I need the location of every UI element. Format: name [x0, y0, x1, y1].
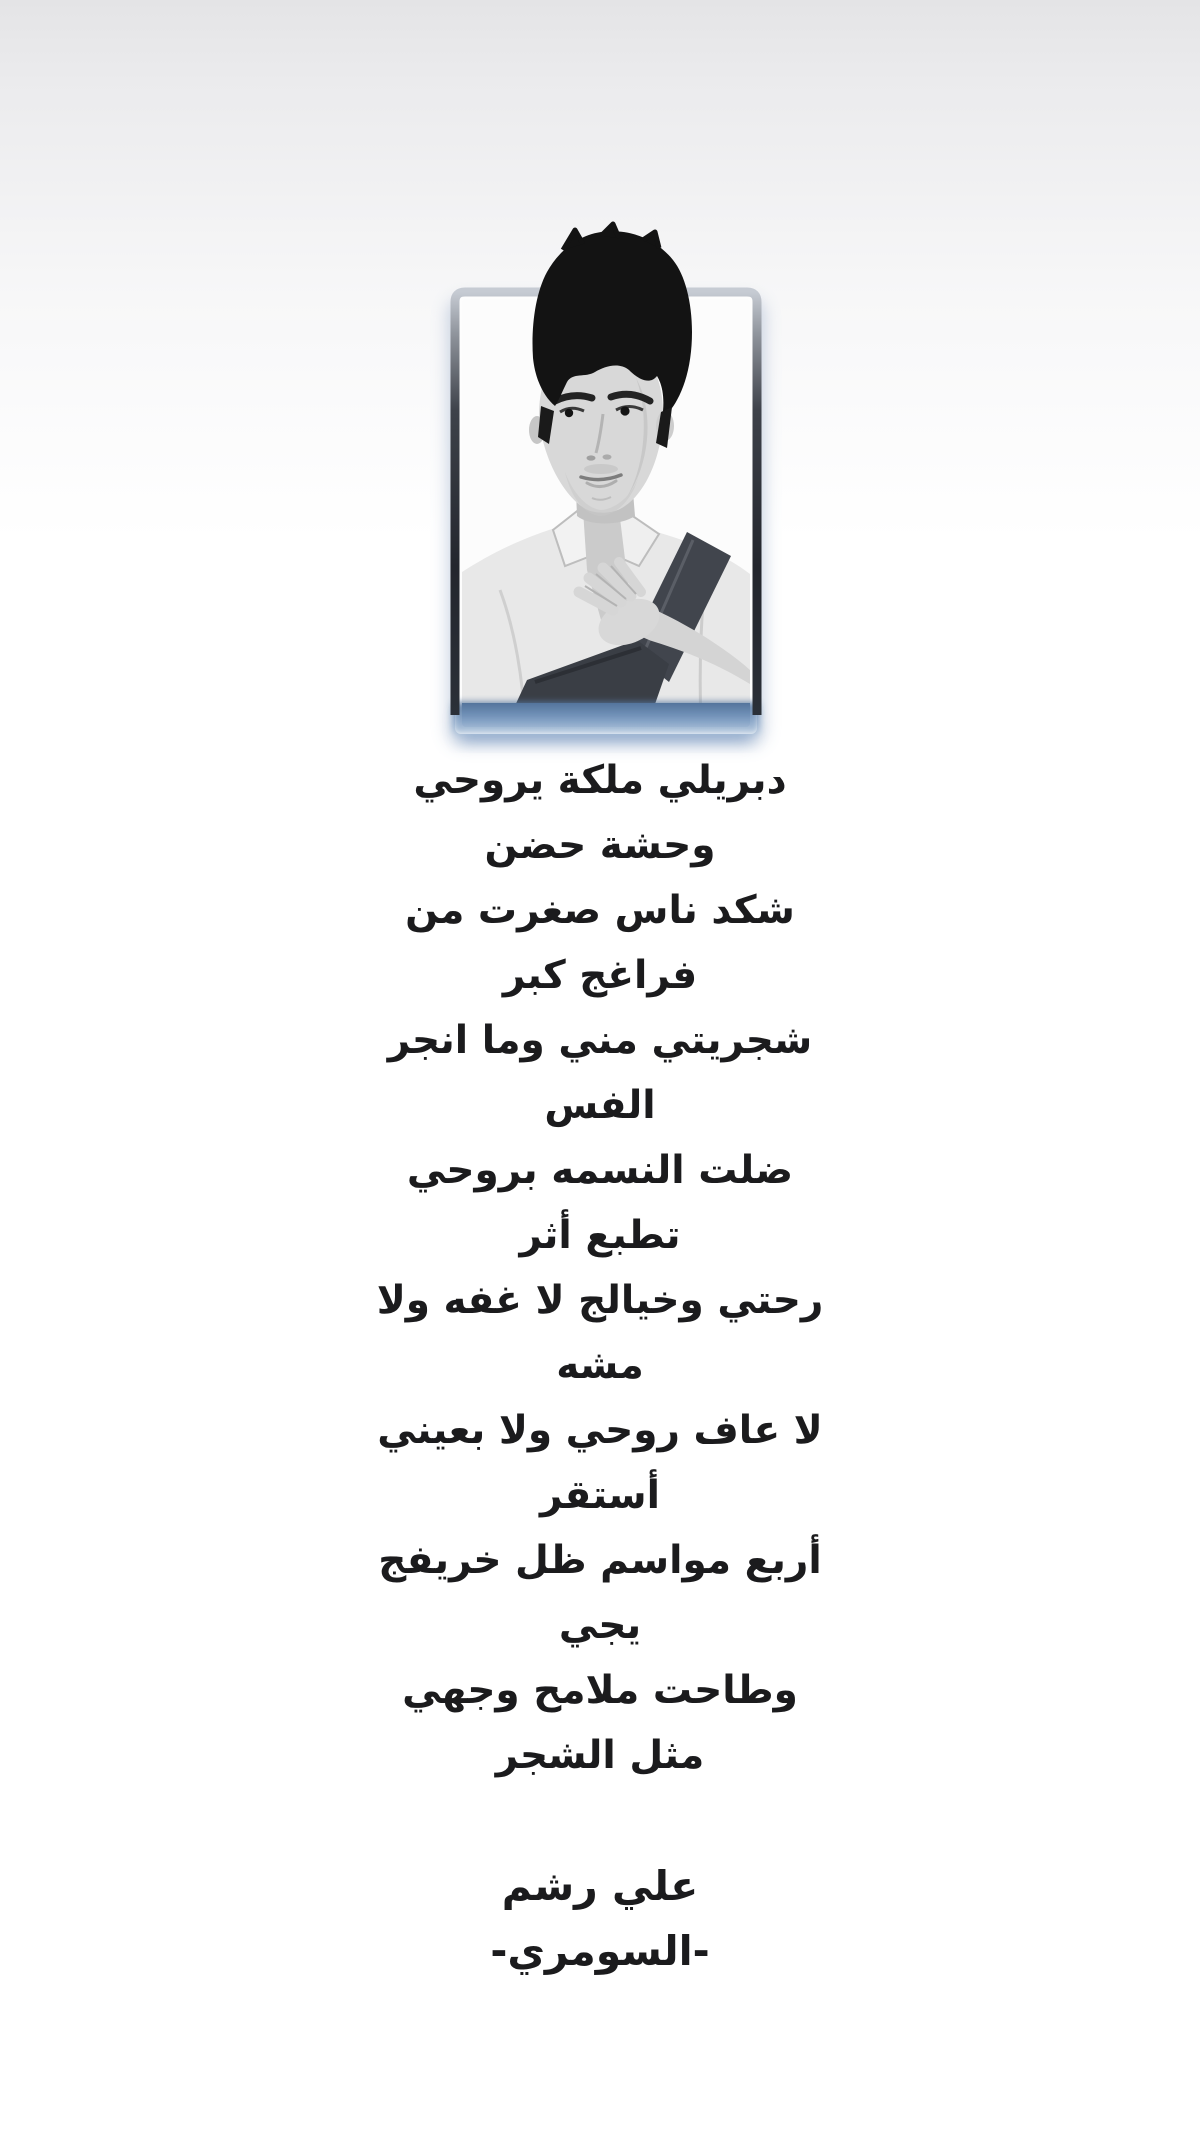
portrait-photo-frame	[405, 210, 795, 780]
poem-line-5: شجريتي مني وما انجر	[387, 1018, 813, 1063]
poem-line-12: أستقر	[540, 1473, 660, 1518]
signature	[0, 1854, 1200, 1984]
poem-line-7: ضلت النسمه بروحي	[406, 1148, 794, 1193]
poem-line-1: دبريلي ملكة يروحي	[413, 758, 787, 803]
poem-line-13: أربع مواسم ظل خريفج	[378, 1538, 822, 1583]
poem-line-6: الفس	[544, 1083, 656, 1128]
poem-line-14: يجي	[558, 1603, 642, 1648]
poem	[0, 748, 1200, 1788]
poem-line-15: وطاحت ملامح وجهي	[402, 1668, 798, 1713]
poem-line-2: وحشة حضن	[484, 823, 716, 868]
poem-line-8: تطبع أثر	[519, 1213, 681, 1258]
poem-line-11: لا عاف روحي ولا بعيني	[377, 1408, 823, 1453]
poem-line-4: فراغج كبر	[502, 953, 698, 998]
poet-alias: -السومري-	[490, 1927, 710, 1975]
poem-line-16: مثل الشجر	[495, 1733, 705, 1778]
portrait-photo	[405, 210, 795, 780]
poem-line-9: رحتي وخيالج لا غفه ولا	[376, 1278, 824, 1323]
poet-name: علي رشم	[501, 1862, 699, 1910]
poem-line-10: مشه	[556, 1343, 644, 1388]
poem-line-3: شكد ناس صغرت من	[405, 888, 795, 933]
